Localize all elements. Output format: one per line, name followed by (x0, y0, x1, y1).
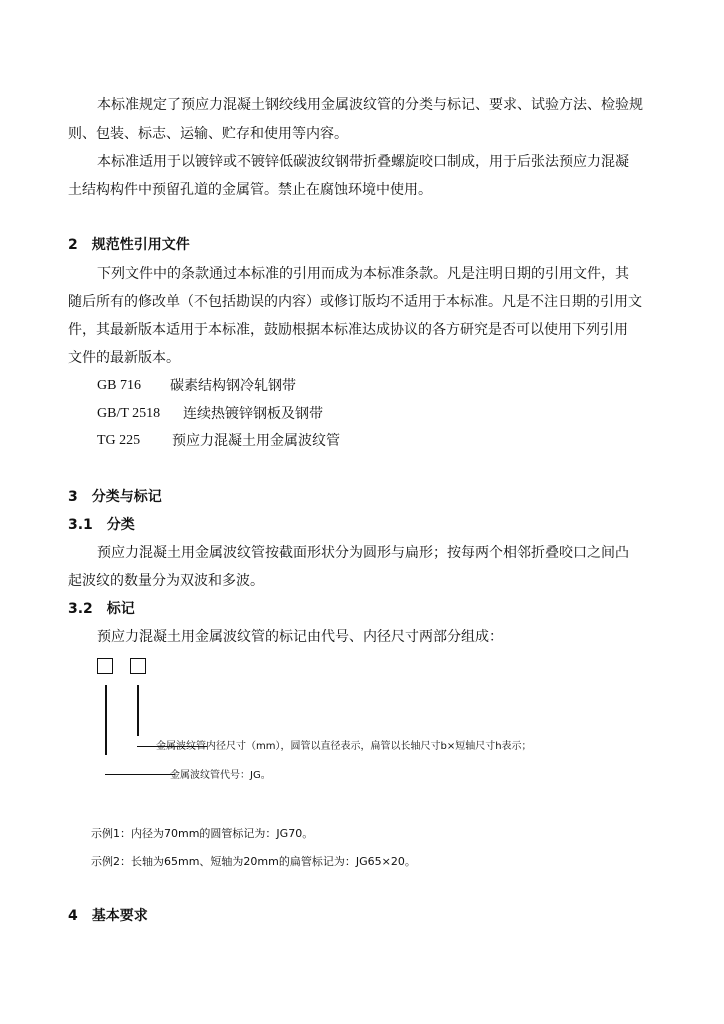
code-placeholder-box (97, 658, 113, 674)
intro-paragraph-1-line-2: 则、包装、标志、运输、贮存和使用等内容。 (68, 126, 348, 142)
section-2-paragraph-line-3: 件，其最新版本适用于本标准，鼓励根据本标准达成协议的各方研究是否可以使用下列引用 (68, 322, 628, 338)
section-2-paragraph-line-4: 文件的最新版本。 (68, 350, 180, 366)
reference-title: 预应力混凝土用金属波纹管 (172, 433, 340, 449)
section-2-paragraph-line-1: 下列文件中的条款通过本标准的引用而成为本标准条款。凡是注明日期的引用文件，其 (97, 266, 629, 282)
section-3-1-line-2: 起波纹的数量分为双波和多波。 (68, 573, 264, 589)
section-3-1-line-1: 预应力混凝土用金属波纹管按截面形状分为圆形与扁形；按每两个相邻折叠咬口之间凸 (97, 545, 629, 561)
example-2: 示例2：长轴为65mm、短轴为20mm的扁管标记为：JG65×20。 (91, 855, 416, 868)
example-1: 示例1：内径为70mm的圆管标记为：JG70。 (91, 827, 314, 840)
intro-paragraph-2-line-1: 本标准适用于以镀锌或不镀锌低碳波纹钢带折叠螺旋咬口制成，用于后张法预应力混凝 (97, 154, 629, 170)
section-2-heading: 2 规范性引用文件 (68, 237, 190, 253)
section-3-heading: 3 分类与标记 (68, 489, 162, 505)
inner-diameter-label: 金属波纹管内径尺寸（mm），圆管以直径表示，扁管以长轴尺寸b×短轴尺寸h表示； (156, 741, 532, 752)
section-3-2-line-1: 预应力混凝土用金属波纹管的标记由代号、内径尺寸两部分组成： (97, 629, 503, 645)
section-2-paragraph-line-2: 随后所有的修改单（不包括勘误的内容）或修订版均不适用于本标准。凡是不注日期的引用文 (68, 294, 642, 310)
intro-paragraph-1-line-1: 本标准规定了预应力混凝土钢绞线用金属波纹管的分类与标记、要求、试验方法、检验规 (97, 97, 643, 113)
section-3-1-heading: 3.1 分类 (68, 517, 135, 533)
leader-line-size-vertical (137, 685, 139, 736)
reference-title: 碳素结构钢冷轧钢带 (170, 378, 296, 394)
product-code-label: 金属波纹管代号：JG。 (170, 770, 271, 781)
section-3-2-heading: 3.2 标记 (68, 601, 135, 617)
reference-code: GB/T 2518 (97, 406, 161, 421)
reference-title: 连续热镀锌钢板及钢带 (183, 406, 323, 422)
reference-code: GB 716 (97, 378, 141, 393)
section-4-heading: 4 基本要求 (68, 908, 148, 924)
intro-paragraph-2-line-2: 土结构构件中预留孔道的金属管。禁止在腐蚀环境中使用。 (68, 182, 432, 198)
leader-line-code-vertical (105, 685, 107, 755)
reference-code: TG 225 (97, 433, 141, 448)
leader-line-code-horizontal (105, 774, 175, 775)
size-placeholder-box (130, 658, 146, 674)
